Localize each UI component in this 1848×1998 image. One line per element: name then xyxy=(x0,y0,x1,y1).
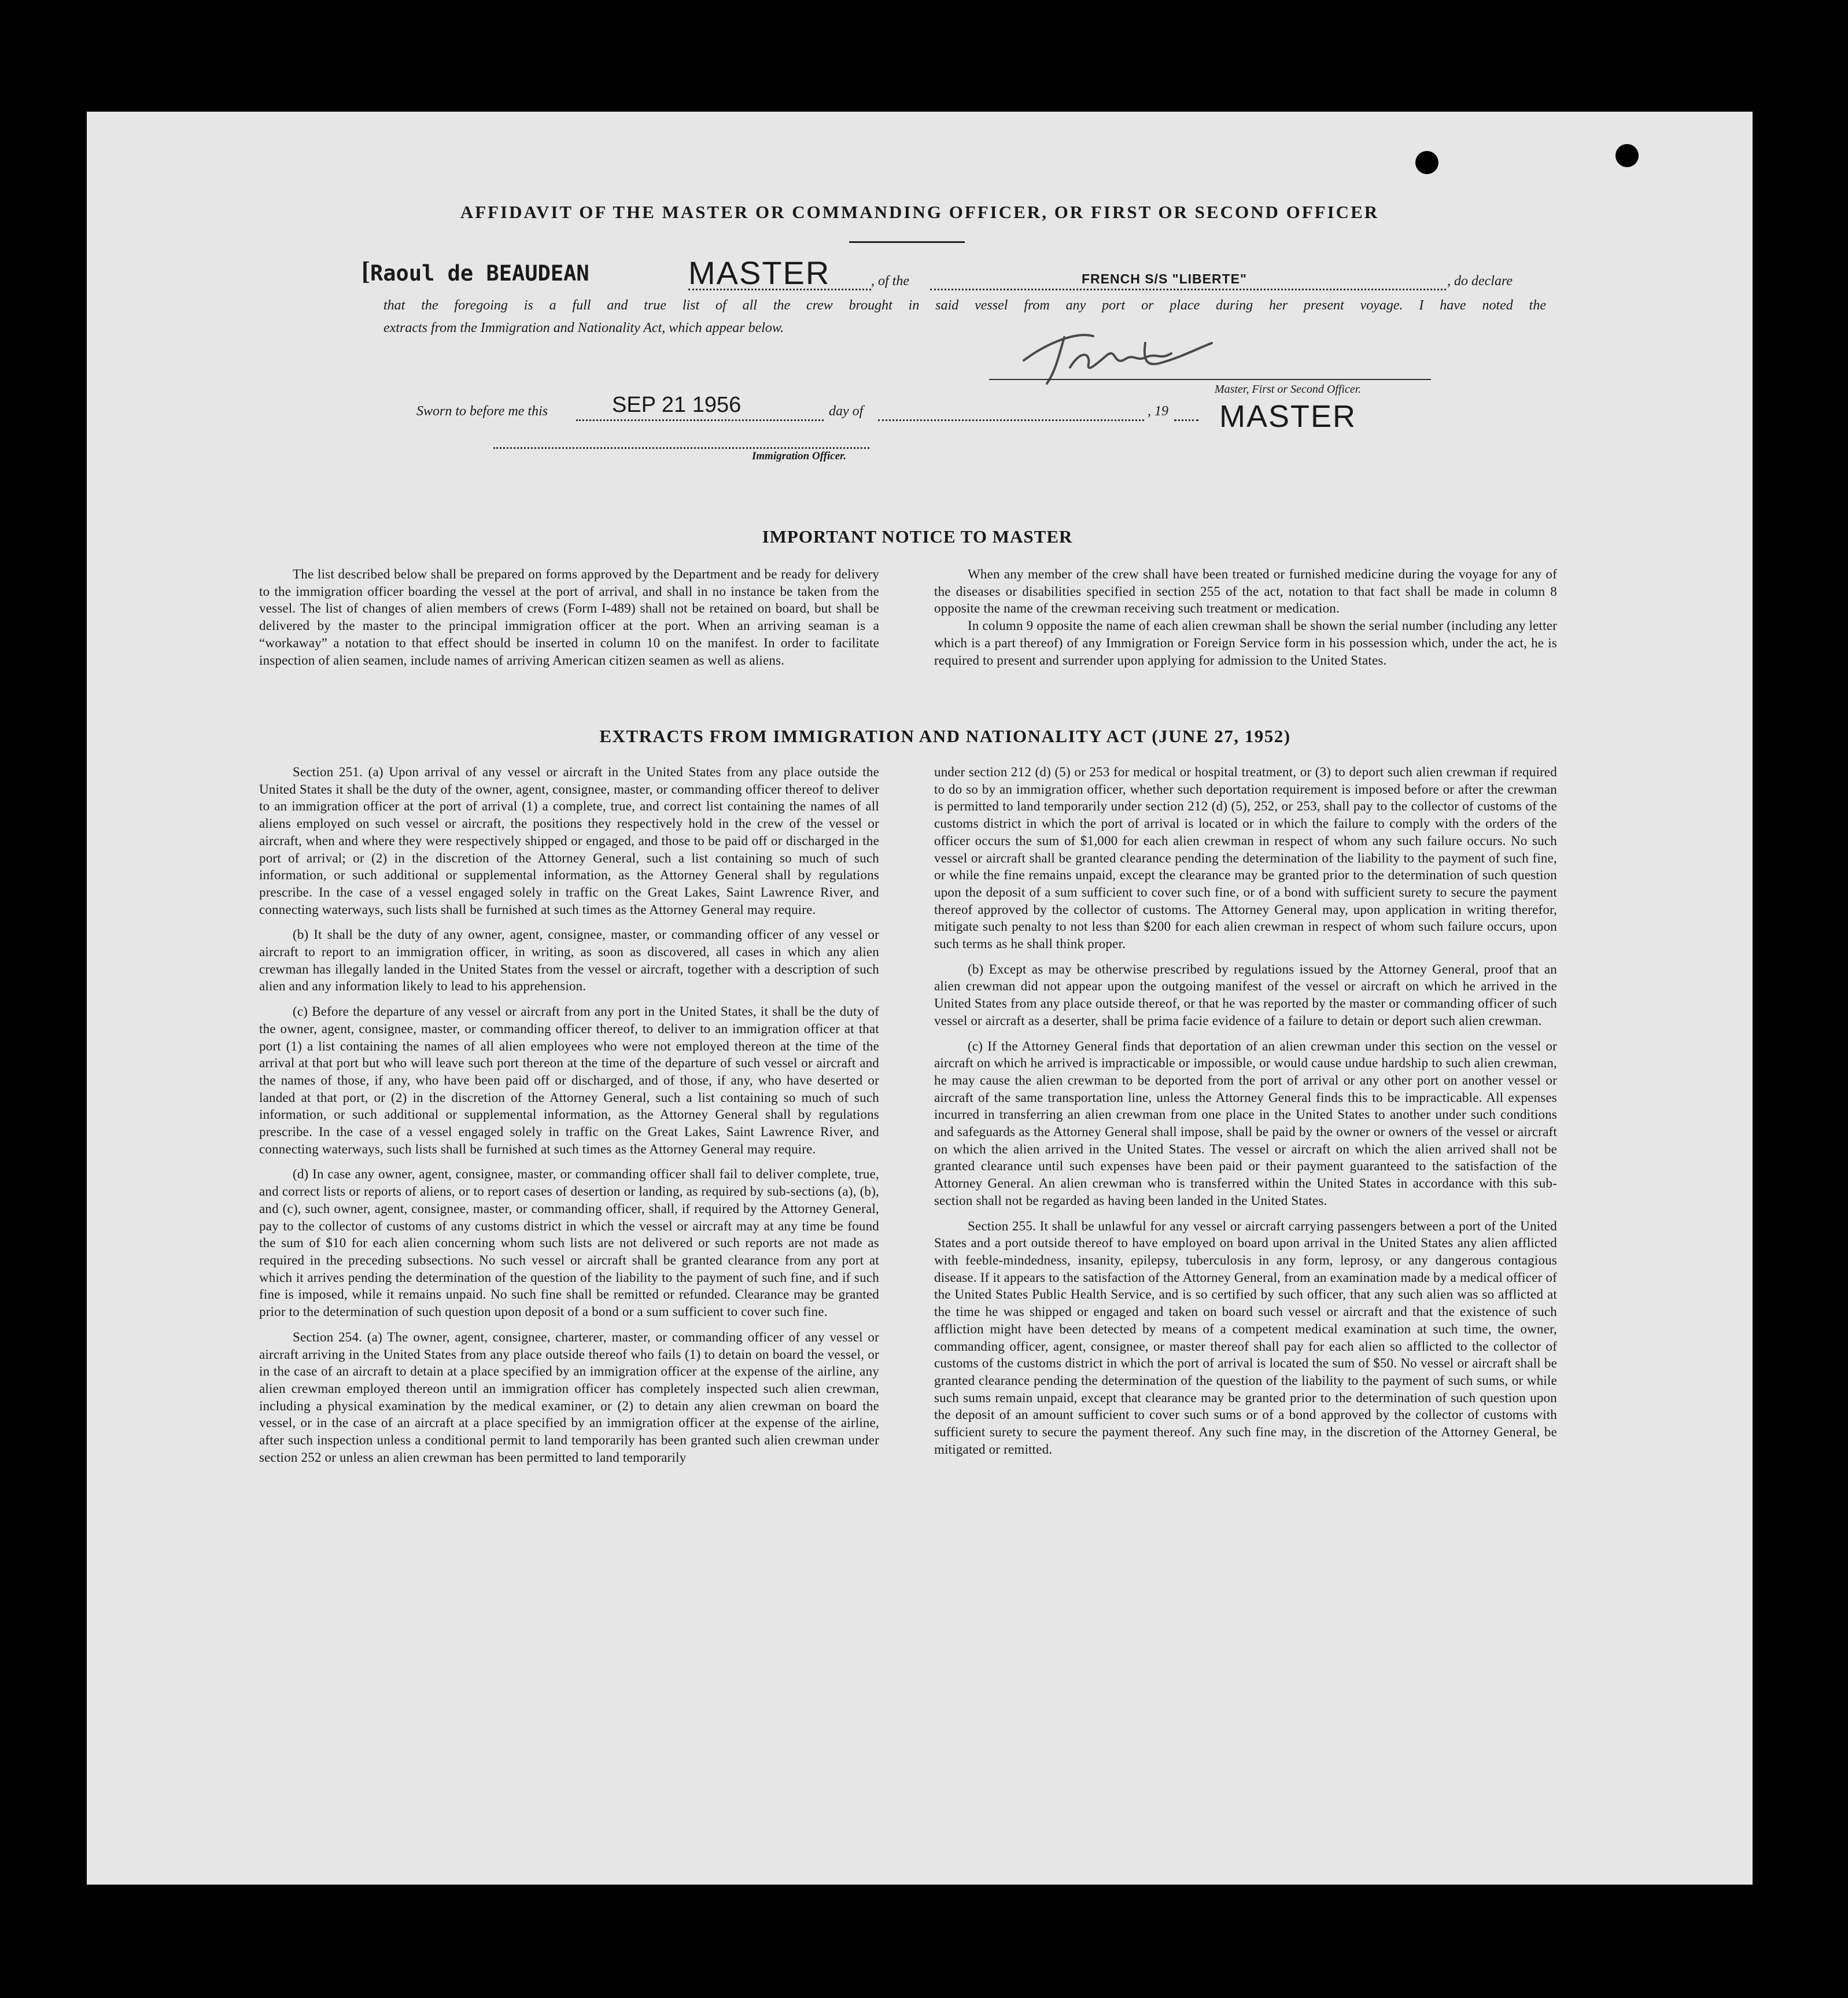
officer-dotted-line xyxy=(493,447,869,449)
year-prefix: , 19 xyxy=(1148,404,1168,419)
section-251-b: (b) It shall be the duty of any owner, agent, consignee, master, or commanding officer of any vessel or aircraft to report to an immigration officer, in writing, as soon as discovered, all cases in which any alien crewman has illegally landed in the United States from the vessel or aircraft, together with a description of such alien and any information likely to lead to his apprehension. xyxy=(259,927,879,994)
signature-line xyxy=(989,379,1431,380)
vessel-name: FRENCH S/S "LIBERTE" xyxy=(1082,271,1247,286)
sworn-date-line xyxy=(576,419,824,421)
day-of-label: day of xyxy=(829,404,864,419)
notice-right-para-1: When any member of the crew shall have been treated or furnished medicine during the voyage for any of the diseases or disabilities specified in section 255 of the act, notation to that fact shall be made in column 8 opposite the name of the crewman receiving such treatment or medication. xyxy=(934,567,1557,616)
notice-title: IMPORTANT NOTICE TO MASTER xyxy=(762,526,1073,547)
of-the-label: , of the xyxy=(871,274,909,289)
master-title-stamp: MASTER xyxy=(688,255,831,291)
title-rule xyxy=(849,241,965,243)
section-251-a: Section 251. (a) Upon arrival of any vessel or aircraft in the United States from any place outside the United States it shall be the duty of the owner, agent, consignee, master, or commanding officer thereof to deliver to an immigration officer at the port of arrival (1) a complete, true, and correct list containing the names of all aliens employed on such vessel or aircraft, the positions they respectively hold in the crew of the vessel or aircraft, when and where they were respectively shipped or engaged, and those to be paid off or discharged in the port of arrival; or (2) in the discretion of the Attorney General, such a list containing so much of such information, or such additional or supplemental information, as the Attorney General shall by regulations prescribe. In the case of a vessel engaged solely in traffic on the Great Lakes, Saint Lawrence River, and connecting waterways, such lists shall be furnished at such times as the Attorney General may require. xyxy=(259,765,879,917)
month-dotted-line xyxy=(878,419,1144,421)
affidavit-title: AFFIDAVIT OF THE MASTER OR COMMANDING OFFICER, OR FIRST OR SECOND OFFICER xyxy=(460,202,1379,222)
section-255: Section 255. It shall be unlawful for any vessel or aircraft carrying passengers between a port of the United States and a port outside thereof to have employed on board upon arrival in the United States any alien afflicted with feeble-mindedness, insanity, epilepsy, tuberculosis in any form, leprosy, or any dangerous contagious disease. If it appears to the satisfaction of the Attorney General, from an examination made by a medical officer of the United States Public Health Service, and is so certified by such officer, that any such alien was so afflicted at the time he was shipped or engaged and taken on board such vessel or aircraft and that the existence of such affliction might have been detected by means of a competent medical examination at such time, the owner, commanding officer, agent, consignee, or master thereof shall pay for each alien so afflicted to the collector of customs of the customs district in which the port of arrival is located the sum of $50. No vessel or aircraft shall be granted clearance pending the determination of the question of the liability to the payment of such sums, or while such sums remain unpaid, except that clearance may be granted prior to the determination of such question upon the deposit of an amount sufficient to cover such sums or of a bond approved by the collector of customs with sufficient surety to secure the payment thereof. Any such fine may, in the discretion of the Attorney General, be mitigated or remitted. xyxy=(934,1218,1557,1457)
year-dotted-line xyxy=(1174,419,1198,421)
extracts-title: EXTRACTS FROM IMMIGRATION AND NATIONALITY ACT (JUNE 27, 1952) xyxy=(599,726,1291,746)
extracts-left-column xyxy=(259,764,879,1466)
notice-left-column xyxy=(259,566,879,669)
notice-right-column xyxy=(934,566,1557,669)
punch-hole-right xyxy=(1615,144,1639,167)
officer-caption: Immigration Officer. xyxy=(752,450,847,462)
punch-hole-left xyxy=(1415,151,1438,174)
section-254-c: (c) If the Attorney General finds that deportation of an alien crewman under this section on the vessel or aircraft on which he arrived is impracticable or impossible, or would cause undue hardship to such alien crewman, he may cause the alien crewman to be deported from the port of arrival or any other port on another vessel or aircraft of the same transportation line, unless the Attorney General finds this to be impracticable. All expenses incurred in transferring an alien crewman from one place in the United States to another under such conditions and safeguards as the Attorney General shall impose, shall be paid by the owner or owners of the vessel or aircraft on which the alien arrived in the United States. The vessel or aircraft on which the alien arrived shall not be granted clearance until such expenses have been paid or their payment guaranteed to the satisfaction of the Attorney General. An alien crewman who is transferred within the United States in accordance with this sub-section shall not be regarded as having been landed in the United States. xyxy=(934,1038,1557,1208)
master-name: Raoul de BEAUDEAN xyxy=(370,261,589,286)
section-251-c: (c) Before the departure of any vessel or aircraft from any port in the United States, it shall be the duty of the owner, agent, consignee, master, or commanding officer thereof, to deliver to an immigration officer at that port (1) a list containing the names of all alien employees who were not employed thereon at the time of the arrival at that port but who will leave such port thereon at the time of the departure of such vessel or aircraft and the names of those, if any, who have been paid off or discharged, and of those, if any, who have deserted or landed at that port, or (2) in the discretion of the Attorney General, such a list containing so much of such information, or such additional or supplemental information, as the Attorney General shall by regulations prescribe. In the case of a vessel engaged solely in traffic on the Great Lakes, Saint Lawrence River, and connecting waterways, such lists shall be furnished at such times as the Attorney General may require. xyxy=(259,1004,879,1156)
name-dotted-line xyxy=(688,289,871,290)
section-254-b: (b) Except as may be otherwise prescribed by regulations issued by the Attorney General, proof that an alien crewman did not appear upon the outgoing manifest of the vessel or aircraft on which he arrived in the United States from any place outside thereof, or that he was reported by the master or commanding officer of such vessel or aircraft as a deserter, shall be prima facie evidence of a failure to detain or deport such alien crewman. xyxy=(934,961,1557,1028)
statement-line-2: extracts from the Immigration and Nationality Act, which appear below. xyxy=(383,320,784,336)
sworn-label: Sworn to before me this xyxy=(416,404,548,419)
section-254-a-continued: under section 212 (d) (5) or 253 for medical or hospital treatment, or (3) to deport such alien crewman if required to do so by an immigration officer, whether such deportation requirement is imposed before or after the crewman is permitted to land temporarily under section 212 (d) (5), 252, or 253, shall pay to the collector of customs of the customs district in which the port of arrival is located or in which the failure to comply with the orders of the officer occurs the sum of $1,000 for each alien crewman in respect of whom any such failure occurs. No such vessel or aircraft shall be granted clearance pending the determination of the liability to the payment of such fine, or while the fine remains unpaid, except the clearance may be granted prior to the determination of such question upon the deposit of a sum sufficient to cover such fine, or of a bond with sufficient surety to secure the payment thereof approved by the collector of customs. The Attorney General may, upon application in writing therefor, mitigate such penalty to not less than $200 for each alien crewman in respect of whom such failure occurs, upon such terms as he shall think proper. xyxy=(934,765,1557,952)
notice-right-para-2: In column 9 opposite the name of each alien crewman shall be shown the serial number (including any letter which is a part thereof) of any Immigration or Foreign Service form in his possession which, under the act, he is required to present and surrender upon applying for admission to the United States. xyxy=(934,618,1557,668)
notice-left-text: The list described below shall be prepared on forms approved by the Department and be ready for delivery to the immigration officer boarding the vessel at the port of arrival, and shall in no instance be taken from the vessel. The list of changes of alien members of crews (Form I-489) shall not be retained on board, but shall be delivered by the master to the principal immigration officer at the port. When an arriving seaman is a “workaway” a notation to that effect should be inserted in column 10 on the manifest. In order to facilitate inspection of alien seamen, include names of arriving American citizen seamen as well as aliens. xyxy=(259,567,879,668)
section-251-d: (d) In case any owner, agent, consignee, master, or commanding officer shall fail to deliver complete, true, and correct lists or reports of aliens, or to report cases of desertion or landing, as required by sub-sections (a), (b), and (c), such owner, agent, consignee, master, or commanding officer, shall, if required by the Attorney General, pay to the collector of customs of any customs district in which the vessel or aircraft may at any time be found the sum of $10 for each alien concerning whom such lists are not delivered or such reports are not made as required in the preceding subsections. No such vessel or aircraft shall be granted clearance from any port at which it arrives pending the determination of the question of the liability to the payment of such fine, and if such fine is imposed, while it remains unpaid. No such fine shall be remitted or refunded. Clearance may be granted prior to the determination of such question upon deposit of a bond or a sum sufficient to cover such fine. xyxy=(259,1167,879,1319)
sworn-date: SEP 21 1956 xyxy=(612,393,742,417)
vessel-dotted-line xyxy=(930,289,1446,290)
signature-caption: Master, First or Second Officer. xyxy=(1215,383,1362,396)
extracts-right-column xyxy=(934,764,1557,1458)
signature-title-stamp: MASTER xyxy=(1219,399,1357,434)
name-bracket: [ xyxy=(362,257,370,285)
document-page xyxy=(87,112,1753,1885)
section-254-a: Section 254. (a) The owner, agent, consignee, charterer, master, or commanding officer of any vessel or aircraft arriving in the United States from any place outside thereof who fails (1) to detain on board the vessel, or in the case of an aircraft to detain at a place specified by an immigration officer at the expense of the airline, any alien crewman employed thereon until an immigration officer has completely inspected such alien crewman, including a physical examination by the medical examiner, or (2) to detain any alien crewman on board the vessel, or in the case of an aircraft at a place specified by an immigration officer at the expense of the airline, after such inspection unless a conditional permit to land temporarily has been granted such alien crewman under section 252 or unless an alien crewman has been permitted to land temporarily xyxy=(259,1329,879,1465)
do-declare-label: , do declare xyxy=(1447,274,1513,289)
statement-line-1: that the foregoing is a full and true list of all the crew brought in said vessel from any port or place during her present voyage. I have noted the xyxy=(383,298,1546,313)
